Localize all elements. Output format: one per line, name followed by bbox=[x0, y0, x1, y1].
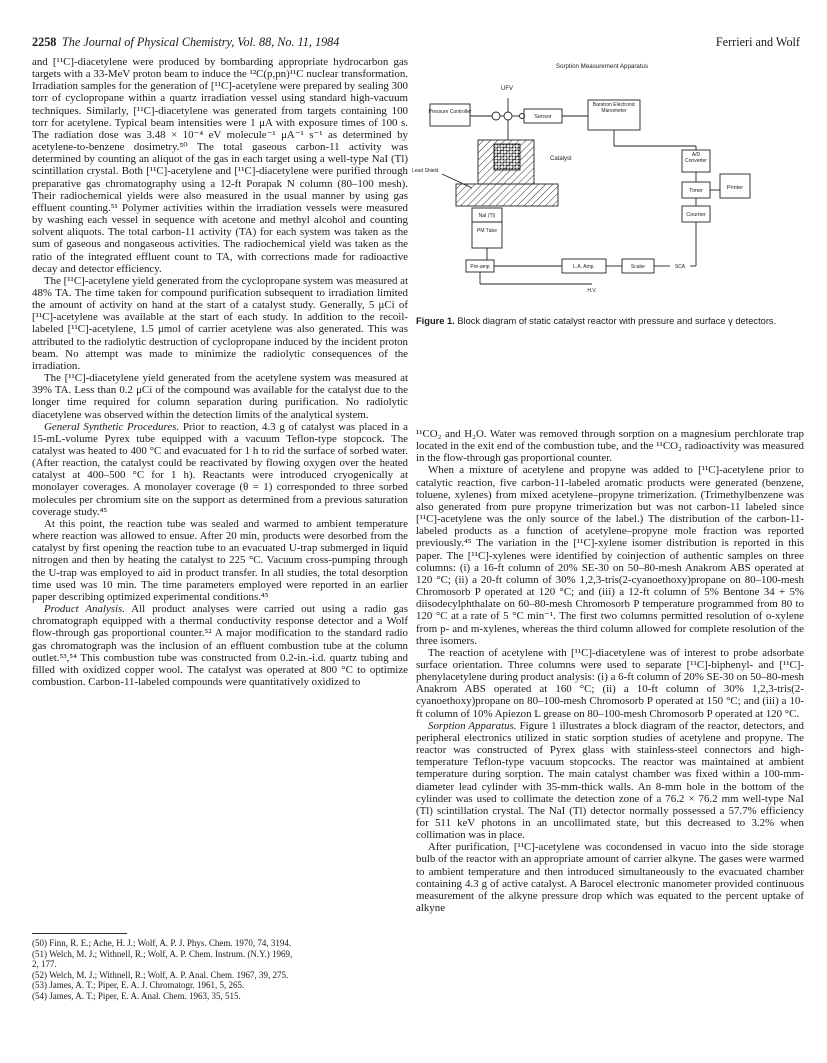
running-header bbox=[32, 35, 800, 51]
label-lead-shield: Lead Shield bbox=[412, 168, 439, 174]
label-sca: SCA bbox=[674, 264, 686, 270]
diagram-title: Sorption Measurement Apparatus bbox=[555, 63, 649, 70]
footnote: (51) Welch, M. J.; Withnell, R.; Wolf, A. P. Chem. Instrum. (N.Y.) 1969, bbox=[32, 948, 293, 959]
journal-citation: The Journal of Physical Chemistry, Vol. 88, No. 11, 1984 bbox=[62, 35, 340, 49]
label-amp: L.A. Amp. bbox=[573, 264, 595, 270]
label-pm-tube: PM Tube bbox=[476, 228, 497, 234]
pressure-controller-box bbox=[430, 104, 470, 126]
label-hv: H.V. bbox=[587, 288, 597, 294]
footnote: (50) Finn, R. E.; Ache, H. J.; Wolf, A. P. J. Phys. Chem. 1970, 74, 3194. bbox=[32, 938, 292, 948]
figure-1-diagram bbox=[412, 56, 804, 304]
label-preamp: Pre-amp bbox=[470, 264, 490, 270]
paragraph: The reaction of acetylene with [¹¹C]-diacetylene was of interest to probe adsorbate surface orientation. Three columns were used to separate [¹¹C]-biphenyl- and [¹¹C]-phenylacetylene during product analysis: (i) a 6-ft column of 20% SE-30 on 50–80-mesh Anakrom ABS operated at 160 °C; (ii) a 10-ft column of 30% 1,2,3-tris(2-cyanoethoxy)propane on 80–100-mesh Chromosorb P operated at 150 °C; and (iii) a 10-ft column of 10% Apiezon L grease on 80–100-mesh Chromosorb P operated at 120 °C. bbox=[416, 646, 804, 720]
figure-caption bbox=[416, 316, 804, 328]
label-timer: Timer bbox=[689, 188, 703, 194]
right-column bbox=[416, 428, 804, 914]
figure-label: Figure 1. bbox=[416, 316, 455, 326]
paragraph: At this point, the reaction tube was sealed and warmed to ambient temperature where reaction was allowed to ensue. After 20 min, products were desorbed from the catalyst by first opening the reaction tube to an evacuated U-trap submerged in liquid nitrogen and then by heating the catalyst to 225 °C. Vacuum cross-pumping through the U-trap was employed to aid in product transfer. In all studies, the total desorption time used was 10 min. The time parameters employed were reported in an earlier paper describing optimized experimental conditions.⁴⁵ bbox=[32, 517, 408, 603]
footnote: 2, 177. bbox=[32, 959, 57, 970]
footnote: (52) Welch, M. J.; Withnell, R.; Wolf, A. P. Anal. Chem. 1967, 39, 275. bbox=[32, 969, 289, 980]
section-heading: Product Analysis. bbox=[44, 603, 125, 616]
footnote: (54) James, A. T.; Piper, E. A. Anal. Chem. 1963, 35, 515. bbox=[32, 990, 241, 1001]
label-ufv: UFV bbox=[501, 86, 513, 92]
running-authors: Ferrieri and Wolf bbox=[715, 35, 800, 49]
label-scaler: Scaler bbox=[630, 264, 646, 270]
stopcock-valve bbox=[492, 112, 500, 120]
label-pressure-controller: Pressure Controller bbox=[428, 109, 472, 115]
catalyst-chamber bbox=[494, 144, 520, 170]
paragraph: The [¹¹C]-diacetylene yield generated from the acetylene system was measured at 39% TA. Less than 0.2 μCi of the compound was available for the catalyst due to the longer time required for column separation during purification. No radiolytic diacetylene was observed within the detection limits of the analytical system. bbox=[32, 372, 408, 421]
paragraph: After purification, [¹¹C]-acetylene was cocondensed in vacuo into the side storage bulb of the reactor with an appropriate amount of carrier alkyne. The gases were warmed to ambient temperature and then introduced simultaneously to the evacuated chamber containing 4.3 g of active catalyst. A Barocel electronic manometer provided continuous measurement of the alkyne pressure drop which was equated to the percent uptake of alkyne bbox=[416, 841, 804, 915]
paragraph: and [¹¹C]-diacetylene were produced by bombarding appropriate hydrocarbon gas targets with a 33-MeV proton beam to induce the ¹²C(p,pn)¹¹C nuclear transformation. Irradiation samples for the generation of [¹¹C]-acetylene were prepared by sealing 300 torr of cyclopropane within a quartz irradiation vessel using standard high-vacuum techniques. Similarly, [¹¹C]-diacetylene was generated from targets containing 100 torr for acetylene. Typical beam intensities were 1 μA with exposure times of 100 s. The radiation dose was 3.48 × 10⁻⁴ eV molecule⁻¹ μA⁻¹ s⁻¹ as determined by acetylene-to-benzene dosimetry.⁵⁰ The total gaseous carbon-11 activity was determined by counting an aliquot of the gas in each target using a well-type NaI (Tl) scintillation crystal. Both [¹¹C]-acetylene and [¹¹C]-diacetylene were purified through preparative gas chromatography using a 12-ft Porapak N column (80–100 mesh). Their radiochemical yields were also measured in the usual manner by using gas effluent counting.⁵¹ Polymer activities within the irradiation vessels were measured by washing each vessel in sequence with acetone and methyl alcohol and counting solvent aliquots. The total carbon-11 activity (TA) for each system was taken as the sum of gaseous and nongaseous activities. The radiochemical yield was taken as the ratio of the integrated effluent count to TA, with corrections made for radioactive decay and detector efficiency. bbox=[32, 56, 408, 275]
footnotes bbox=[32, 938, 408, 1002]
paragraph bbox=[32, 421, 408, 518]
label-printer: Printer bbox=[726, 185, 744, 191]
paragraph: The [¹¹C]-acetylene yield generated from the cyclopropane system was measured at 48% TA. The time taken for compound purification subsequent to irradiation limited the amount of activity on hand at the start of a catalyst study. Generally, 5 μCi of [¹¹C]-acetylene was available at the start of each study. In addition to the recoil-labeled [¹¹C]-acetylene, 1.5 μmol of carrier acetylene was also generated. This was attributed to the radiolytic destruction of cyclopropane induced by the incident proton beam. No attempt was made to minimize the radiolytic consequences of the irradiation. bbox=[32, 274, 408, 372]
paragraph: ¹¹CO₂ and H₂O. Water was removed through sorption on a magnesium perchlorate trap located in the exit end of the combustion tube, and the ¹¹CO₂ radioactivity was measured in the flow-through gas proportional counter. bbox=[416, 428, 804, 465]
label-adc: A/D Converter bbox=[685, 152, 707, 164]
section-heading: Sorption Apparatus. bbox=[428, 719, 517, 732]
section-heading: General Synthetic Procedures. bbox=[44, 420, 180, 433]
label-manometer: Baratron Electronic Manometer bbox=[592, 102, 636, 114]
paragraph: When a mixture of acetylene and propyne was added to [¹¹C]-acetylene prior to catalytic reaction, five carbon-11-labeled aromatic products were generated (benzene, toluene, xylenes) from mixed acetylene–propyne trimerization. (Trimethylbenzene was also generated from pure propyne trimerization but was not carbon-11 labeled since [¹¹C]-acetylene was the only source of the label.) The distribution of the carbon-11-labeled products as a function of acetylene–propyne mole fraction was reported previously.⁴⁵ The variation in the [¹¹C]-xylene isomer distribution is reported in this paper. The [¹¹C]-xylenes were identified by coinjection of authentic samples on three columns: (i) a 16-ft column of 20% SE-30 on 50–80-mesh Anakrom ABS operated at 120 °C; (ii) a 20-ft column of 30% 1,2,3-tris(2-cyanoethoxy)propane on 80–100-mesh Chromosorb P operated at 120 °C; and (iii) a 12-ft column of 5% Bentone 34 + 5% diisodecylphthalate on 60–80-mesh Chromosorb P temperature programmed from 80 to 120 °C at a rate of 5 °C min⁻¹. The first two columns permitted resolution of o-xylene from p- and m-xylenes, whereas the third column allowed for complete resolution of the three isomers. bbox=[416, 464, 804, 647]
label-nai: NaI (Tl) bbox=[478, 213, 496, 219]
page-number: 2258 bbox=[32, 35, 57, 49]
figure-caption-text: Block diagram of static catalyst reactor with pressure and surface γ detectors. bbox=[457, 316, 777, 326]
label-catalyst: Catalyst bbox=[550, 156, 572, 162]
stopcock-valve bbox=[504, 112, 512, 120]
footnote: (53) James, A. T.; Piper, E. A. J. Chromatogr. 1961, 5, 265. bbox=[32, 980, 245, 991]
paragraph bbox=[416, 720, 804, 842]
left-column bbox=[32, 56, 408, 688]
paragraph bbox=[32, 603, 408, 688]
label-counter: Counter bbox=[686, 212, 706, 218]
label-sensor: Sensor bbox=[534, 114, 552, 120]
paragraph-text: Figure 1 illustrates a block diagram of the reactor, detectors, and peripheral electronics utilized in static sorption studies of acetylene and propyne. The reactor was constructed of Pyrex glass with stainless-steel connectors and high-temperature Teflon-type vacuum stopcocks. The reactor was maintained at ambient temperature during sorption. The main catalyst chamber was fixed within a 100-mm-diameter lead cylinder with 35-mm-thick walls. An 8-mm hole in the bottom of the cylinder was used to collimate the detection zone of a 76.2 × 76.2 mm well-type NaI (Tl) scintillation crystal. The NaI (Tl) detector normally possessed a 57.7% efficiency for 511 keV photons in an uncollimated state, but this decreased to 3.2% when collimation was in place. bbox=[416, 719, 804, 842]
block-diagram-svg bbox=[412, 56, 804, 304]
paragraph-text: All product analyses were carried out using a radio gas chromatograph equipped with a thermal conductivity response detector and a Wolf flow-through gas proportional counter.⁵² A major modification to the standard radio gas chromatograph was the inclusion of an effluent combustion tube at the column outlet.⁵³,⁵⁴ This combustion tube was constructed from 0.2-in.-i.d. quartz tubing and filled with oxidized copper wool. The catalyst was operated at 800 °C to optimize combustion. Carbon-11-labeled compounds were quantitatively oxidized to bbox=[32, 603, 408, 688]
footnote-rule bbox=[32, 933, 127, 934]
paragraph-text: Prior to reaction, 4.3 g of catalyst was placed in a 15-mL-volume Pyrex tube equipped with a vacuum Teflon-type stopcock. The catalyst was heated to 400 °C and evacuated for 1 h to rid the surface of sorbed water. (After reaction, the catalyst could be reactivated by flowing oxygen over the heated catalyst at 400–500 °C for 1 h). Reactants were introduced cryogenically at monolayer coverages. A monolayer coverage (θ = 1) corresponded to three sorbed molecules per chromium site on the support as determined from a previous saturation coverage study.⁴⁵ bbox=[32, 420, 409, 518]
